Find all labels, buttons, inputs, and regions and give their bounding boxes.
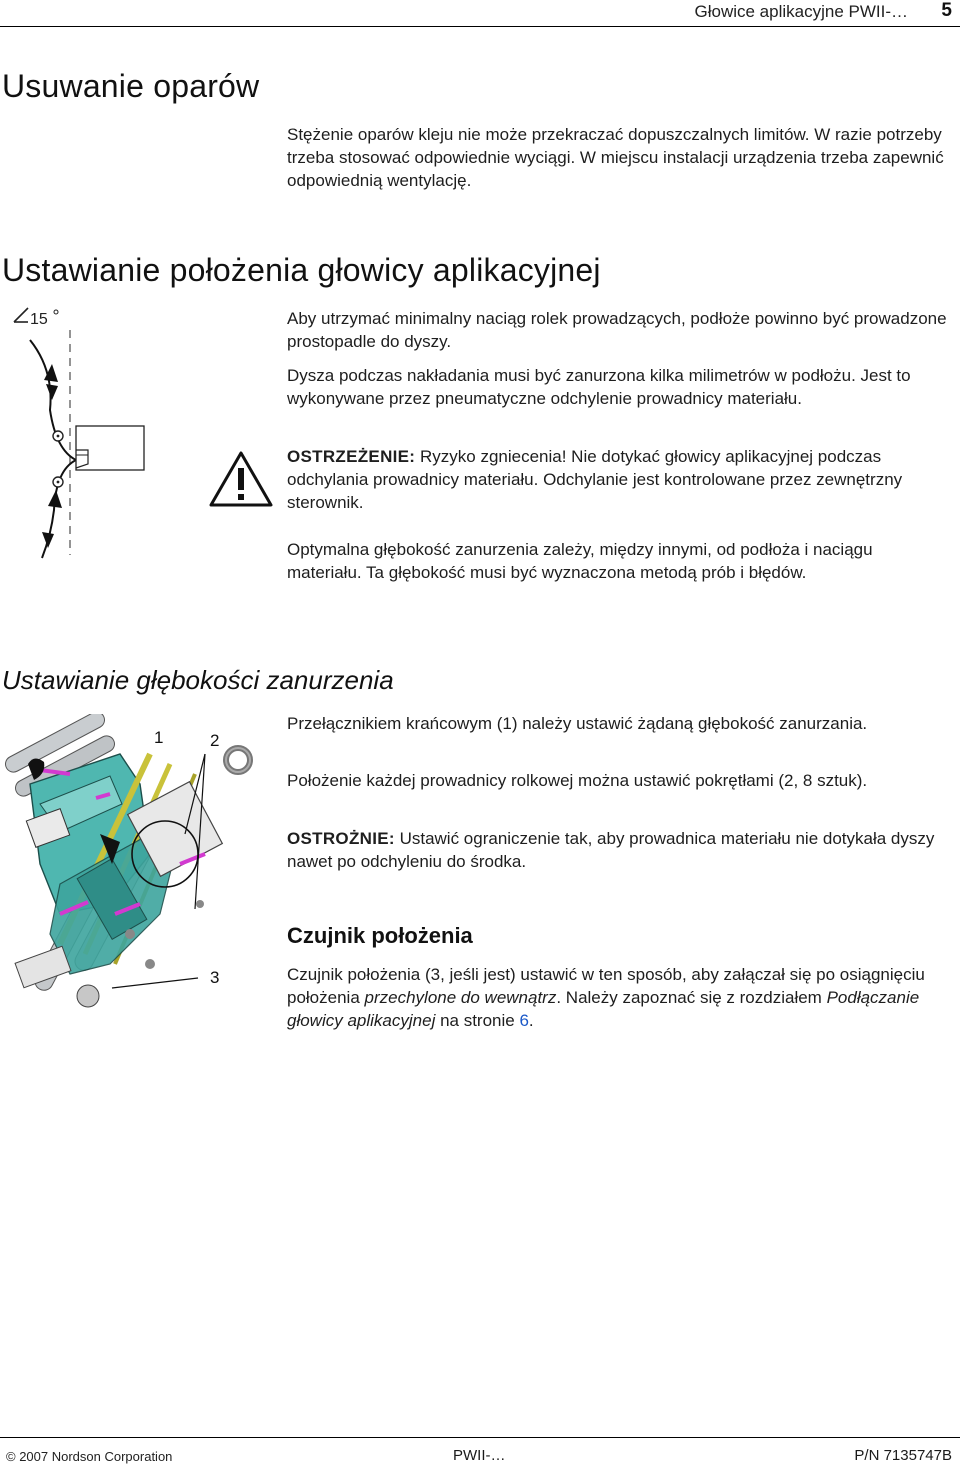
position-paragraph-1: Aby utrzymać minimalny naciąg rolek prowadzących, podłoże powinno być prowadzone prostopadle do dyszy. (287, 309, 947, 351)
substrate-angle-diagram (6, 300, 156, 560)
warning-text: Ryzyko zgniecenia! Nie dotykać głowicy aplikacyjnej podczas odchylania prowadnicy materiału. Odchylanie jest kontrolowane przez zewnętrzny sterownik. (287, 447, 903, 512)
caution-text: Ustawić ograniczenie tak, aby prowadnica materiału nie dotykała dyszy nawet po odchyleniu do środka. (287, 829, 935, 871)
footer-copyright: © 2007 Nordson Corporation (6, 1449, 173, 1464)
depth-paragraph-1: Przełącznikiem krańcowym (1) należy ustawić żądaną głębokość zanurzania. (287, 714, 868, 733)
caution-label: OSTROŻNIE: (287, 829, 395, 848)
warning-paragraph (287, 445, 947, 514)
heading-immersion-depth: Ustawianie głębokości zanurzenia (2, 665, 394, 695)
warning-triangle-icon (208, 450, 274, 508)
sensor-text-2: . Należy zapoznać się z rozdziałem (556, 988, 827, 1007)
angle-label: 15 (30, 311, 48, 328)
page-number: 5 (941, 0, 952, 21)
sensor-text-1: Czujnik położenia (3, jeśli jest) ustawić w ten sposób, aby załączał się po osiągnięciu położenia (287, 965, 925, 1007)
heading-fume-removal: Usuwanie oparów (2, 68, 260, 104)
callout-2: 2 (210, 731, 220, 750)
sensor-italic-2: Podłączanie głowicy aplikacyjnej (287, 988, 920, 1030)
caution-paragraph (287, 827, 947, 873)
position-paragraph-2: Dysza podczas nakładania musi być zanurzona kilka milimetrów w podłożu. Jest to wykonywane przez pneumatyczne odchylenie prowadnicy materiału. (287, 366, 911, 408)
sensor-italic-1: przechylone do wewnątrz (364, 988, 557, 1007)
footer-model: PWII-… (453, 1447, 506, 1464)
sensor-paragraph (287, 963, 952, 1032)
header-rule (0, 26, 960, 27)
warning-label: OSTRZEŻENIE: (287, 447, 416, 466)
heading-position-sensor: Czujnik położenia (287, 923, 473, 948)
depth-paragraph-2: Położenie każdej prowadnicy rolkowej można ustawić pokrętłami (2, 8 sztuk). (287, 771, 868, 790)
sensor-text-3: na stronie (435, 1011, 520, 1030)
fume-paragraph: Stężenie oparów kleju nie może przekraczać dopuszczalnych limitów. W razie potrzeby trzeba stosować odpowiednie wyciągi. W miejscu instalacji urządzenia trzeba zapewnić odpowiednią wentylację. (287, 125, 944, 190)
applicator-head-illustration (0, 714, 260, 1014)
footer-part-number: P/N 7135747B (854, 1447, 952, 1464)
sensor-text-4: . (528, 1011, 534, 1030)
page-reference-link[interactable]: 6 (519, 1011, 529, 1030)
callout-3: 3 (210, 968, 220, 987)
heading-head-position: Ustawianie położenia głowicy aplikacyjnej (2, 252, 601, 288)
callout-1: 1 (154, 728, 164, 747)
position-paragraph-3: Optymalna głębokość zanurzenia zależy, między innymi, od podłoża i naciągu materiału. Ta głębokość musi być wyznaczona metodą prób i błędów. (287, 540, 873, 582)
footer-rule (0, 1437, 960, 1438)
running-header-title: Głowice aplikacyjne PWII-… (694, 2, 908, 21)
